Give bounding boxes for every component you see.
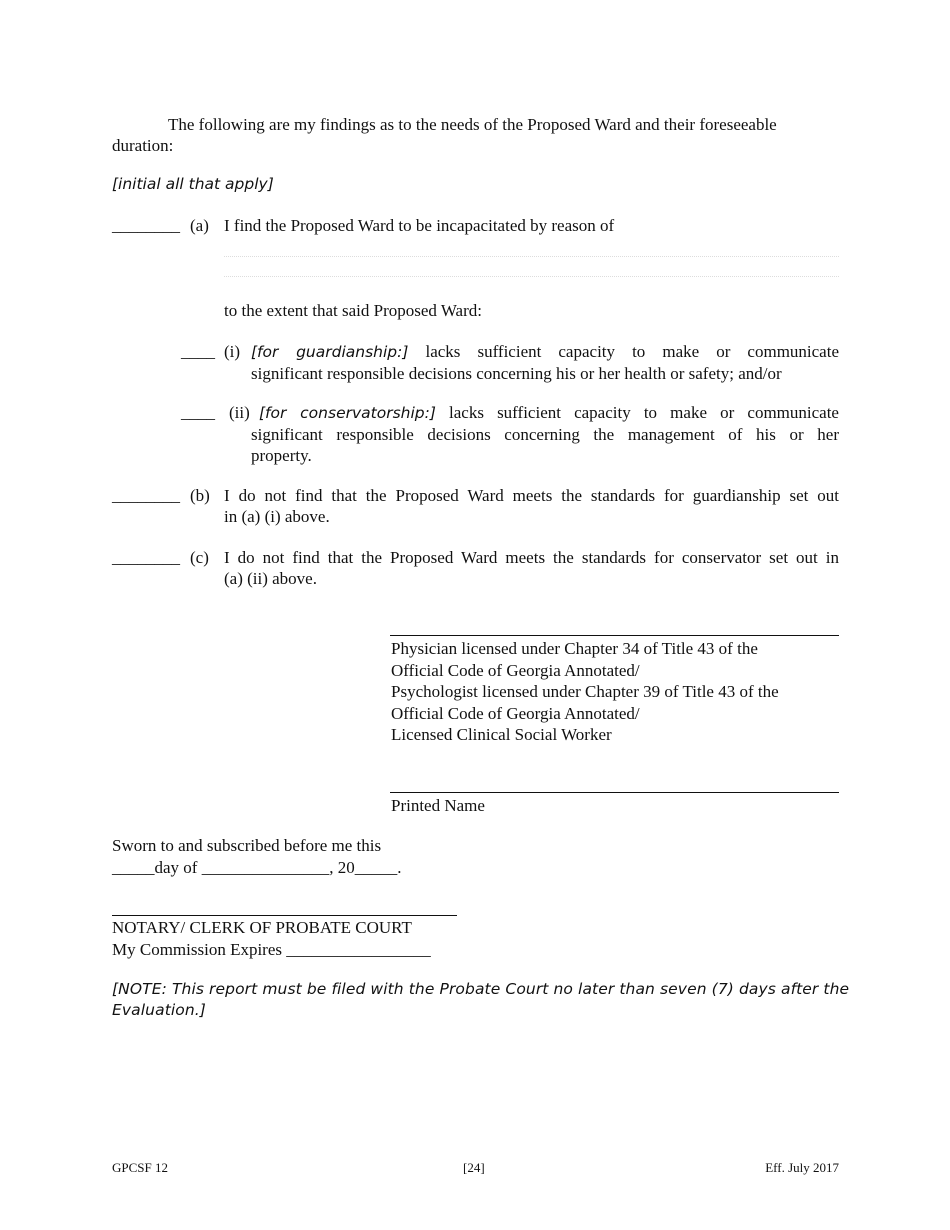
item-ii-line-3: property.: [251, 446, 312, 465]
notary-signature-line[interactable]: [112, 915, 457, 916]
note-line-1: [NOTE: This report must be filed with the Probate Court no later than seven (7) days after the: [112, 980, 850, 998]
footer-effective-date: Eff. July 2017: [765, 1160, 839, 1175]
item-b-line-1: I do not find that the Proposed Ward meets the standards for guardianship set out: [224, 486, 839, 505]
item-ii-line-1: lacks sufficient capacity to make or communicate: [449, 403, 839, 422]
sworn-block: [112, 835, 401, 879]
item-ii-body: [251, 402, 839, 466]
sworn-line-1: Sworn to and subscribed before me this: [112, 836, 382, 855]
item-c-blank[interactable]: ________: [112, 548, 180, 567]
instruction-text: [initial all that apply]: [112, 175, 274, 193]
item-a-label: (a): [190, 216, 209, 235]
item-c-line-2: (a) (ii) above.: [224, 569, 317, 588]
signature-line[interactable]: [390, 635, 839, 636]
notary-block: [112, 917, 431, 961]
credential-line-5: Licensed Clinical Social Worker: [391, 725, 612, 744]
credential-line-1: Physician licensed under Chapter 34 of Title 43 of the: [391, 639, 758, 658]
item-i-label: (i): [224, 342, 241, 361]
credential-line-2: Official Code of Georgia Annotated/: [391, 660, 640, 680]
item-i-blank[interactable]: ____: [181, 342, 215, 361]
note-line-2: Evaluation.]: [112, 1001, 206, 1019]
item-i-line-1: lacks sufficient capacity to make or communicate: [425, 342, 839, 361]
printed-name-label: Printed Name: [391, 796, 485, 815]
item-b-line-2: in (a) (i) above.: [224, 507, 330, 526]
item-a-text: I find the Proposed Ward to be incapacitated by reason of: [224, 216, 615, 235]
item-i-line-2: significant responsible decisions concerning his or her health or safety; and/or: [251, 364, 782, 383]
item-a-reason-line-1[interactable]: [224, 256, 839, 257]
item-i-tag: [for guardianship:]: [251, 343, 409, 361]
intro-line-2: duration:: [112, 136, 174, 155]
filing-note: [112, 979, 852, 1021]
signature-credentials: [391, 638, 839, 746]
item-a-reason-line-2[interactable]: [224, 276, 839, 277]
item-i-body: [251, 341, 839, 384]
credential-line-3: Psychologist licensed under Chapter 39 of Title 43 of the: [391, 682, 779, 701]
credential-line-4: Official Code of Georgia Annotated/: [391, 703, 640, 723]
item-c-label: (c): [190, 548, 209, 567]
sworn-line-2[interactable]: _____day of _______________, 20_____.: [112, 858, 402, 877]
item-ii-blank[interactable]: ____: [181, 403, 215, 422]
footer-form-id: GPCSF 12: [112, 1160, 168, 1175]
footer-page-number: [24]: [463, 1160, 485, 1175]
item-b-label: (b): [190, 486, 210, 505]
item-a-extent: to the extent that said Proposed Ward:: [224, 301, 482, 320]
item-c-line-1: I do not find that the Proposed Ward meets the standards for conservator set out in: [224, 548, 839, 567]
printed-name-line[interactable]: [390, 792, 839, 793]
item-ii-label: (ii): [229, 403, 250, 422]
commission-expires[interactable]: My Commission Expires _________________: [112, 940, 431, 959]
intro-line-1: The following are my findings as to the needs of the Proposed Ward and their foreseeable: [168, 115, 777, 134]
item-a-blank[interactable]: ________: [112, 216, 180, 235]
item-c-body: [224, 547, 839, 589]
item-b-body: [224, 485, 839, 527]
notary-title: NOTARY/ CLERK OF PROBATE COURT: [112, 918, 412, 937]
item-ii-line-2: significant responsible decisions concerning the management of his or her: [251, 425, 839, 444]
item-ii-tag: [for conservatorship:]: [259, 404, 436, 422]
intro-paragraph: [112, 114, 839, 156]
item-b-blank[interactable]: ________: [112, 486, 180, 505]
